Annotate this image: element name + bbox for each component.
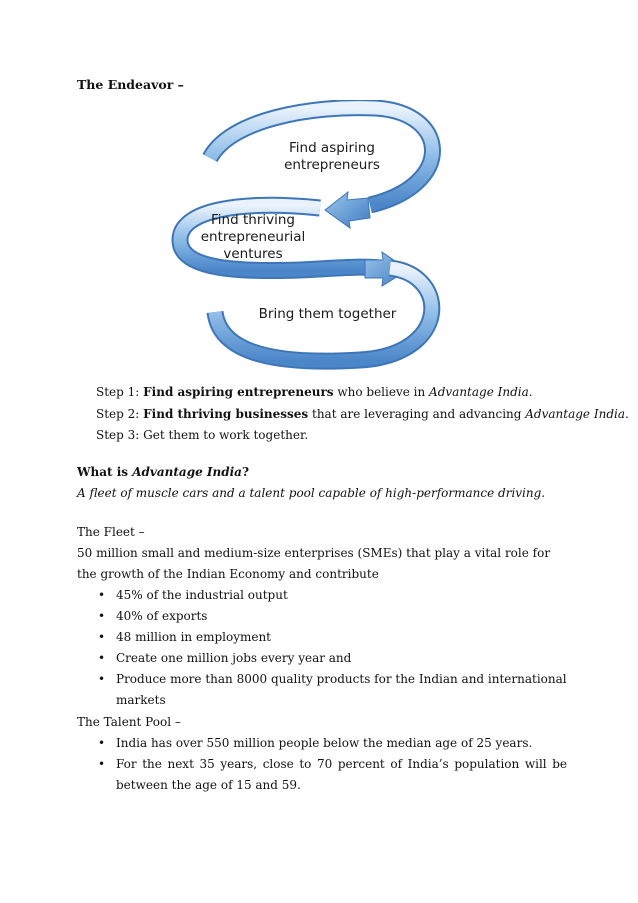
step-end: . xyxy=(625,406,629,421)
label-line: Find aspiring xyxy=(288,140,375,156)
fleet-list xyxy=(77,585,567,711)
list-item-text: 48 million in employment xyxy=(116,630,271,644)
list-item-text: Produce more than 8000 quality products for the Indian and international markets xyxy=(116,672,567,707)
list-item-text: 45% of the industrial output xyxy=(116,588,288,602)
step-italic: Advantage India xyxy=(525,406,625,421)
fleet-intro: 50 million small and medium-size enterprises (SMEs) that play a vital role for the growth of the Indian Economy and contribute xyxy=(77,546,551,581)
step-3 xyxy=(96,425,629,447)
question-suffix: ? xyxy=(241,465,249,479)
talent-title: The Talent Pool – xyxy=(77,715,181,729)
bullet-icon: • xyxy=(98,672,106,686)
step-2 xyxy=(96,404,629,426)
question-block xyxy=(77,462,545,504)
list-item xyxy=(77,733,567,754)
step-end: . xyxy=(528,385,533,399)
process-diagram xyxy=(160,100,460,385)
bullet-icon: • xyxy=(98,736,106,750)
list-item-text: Create one million jobs every year and xyxy=(116,651,352,665)
upper-arrow-head xyxy=(325,192,370,228)
diagram-label-thriving xyxy=(198,212,308,263)
bullet-icon: • xyxy=(98,757,106,771)
step-bold: Find thriving businesses xyxy=(143,406,309,421)
fleet-title: The Fleet – xyxy=(77,525,145,539)
step-text: who believe in xyxy=(333,385,430,399)
list-item-text: For the next 35 years, close to 70 percent of India’s population will be between the age of 15 and 59. xyxy=(116,757,567,792)
section-heading: The Endeavor – xyxy=(77,77,184,92)
bullet-icon: • xyxy=(98,651,106,665)
diagram-label-aspiring xyxy=(272,140,392,174)
list-item xyxy=(77,648,567,669)
list-item xyxy=(77,585,567,606)
step-text: Step 3: Get them to work together. xyxy=(96,428,309,442)
step-prefix: Step 1: xyxy=(96,385,144,399)
step-text: that are leveraging and advancing xyxy=(308,406,526,421)
list-item xyxy=(77,606,567,627)
question-answer: A fleet of muscle cars and a talent pool capable of high-performance driving. xyxy=(77,486,546,500)
steps-list xyxy=(96,382,629,447)
step-italic: Advantage India xyxy=(429,385,529,399)
step-bold: Find aspiring entrepreneurs xyxy=(143,385,334,399)
label-line: entrepreneurial xyxy=(200,229,306,245)
list-item-text: 40% of exports xyxy=(116,609,208,623)
question-prefix: What is xyxy=(77,465,133,479)
question-italic: Advantage India xyxy=(132,465,242,479)
list-item xyxy=(77,754,567,796)
bullet-icon: • xyxy=(98,630,106,644)
talent-section xyxy=(77,712,567,796)
list-item xyxy=(77,669,567,711)
label-line: Find thriving xyxy=(211,212,295,228)
step-1 xyxy=(96,382,629,404)
diagram-label-together: Bring them together xyxy=(258,306,397,322)
list-item xyxy=(77,627,567,648)
bullet-icon: • xyxy=(98,609,106,623)
label-line: entrepreneurs xyxy=(284,157,380,173)
bullet-icon: • xyxy=(98,588,106,602)
question-heading xyxy=(77,462,545,483)
step-prefix: Step 2: xyxy=(96,406,144,421)
fleet-section xyxy=(77,522,567,711)
list-item-text: India has over 550 million people below the median age of 25 years. xyxy=(116,736,533,750)
talent-list xyxy=(77,733,567,796)
label-line: ventures xyxy=(223,246,283,262)
